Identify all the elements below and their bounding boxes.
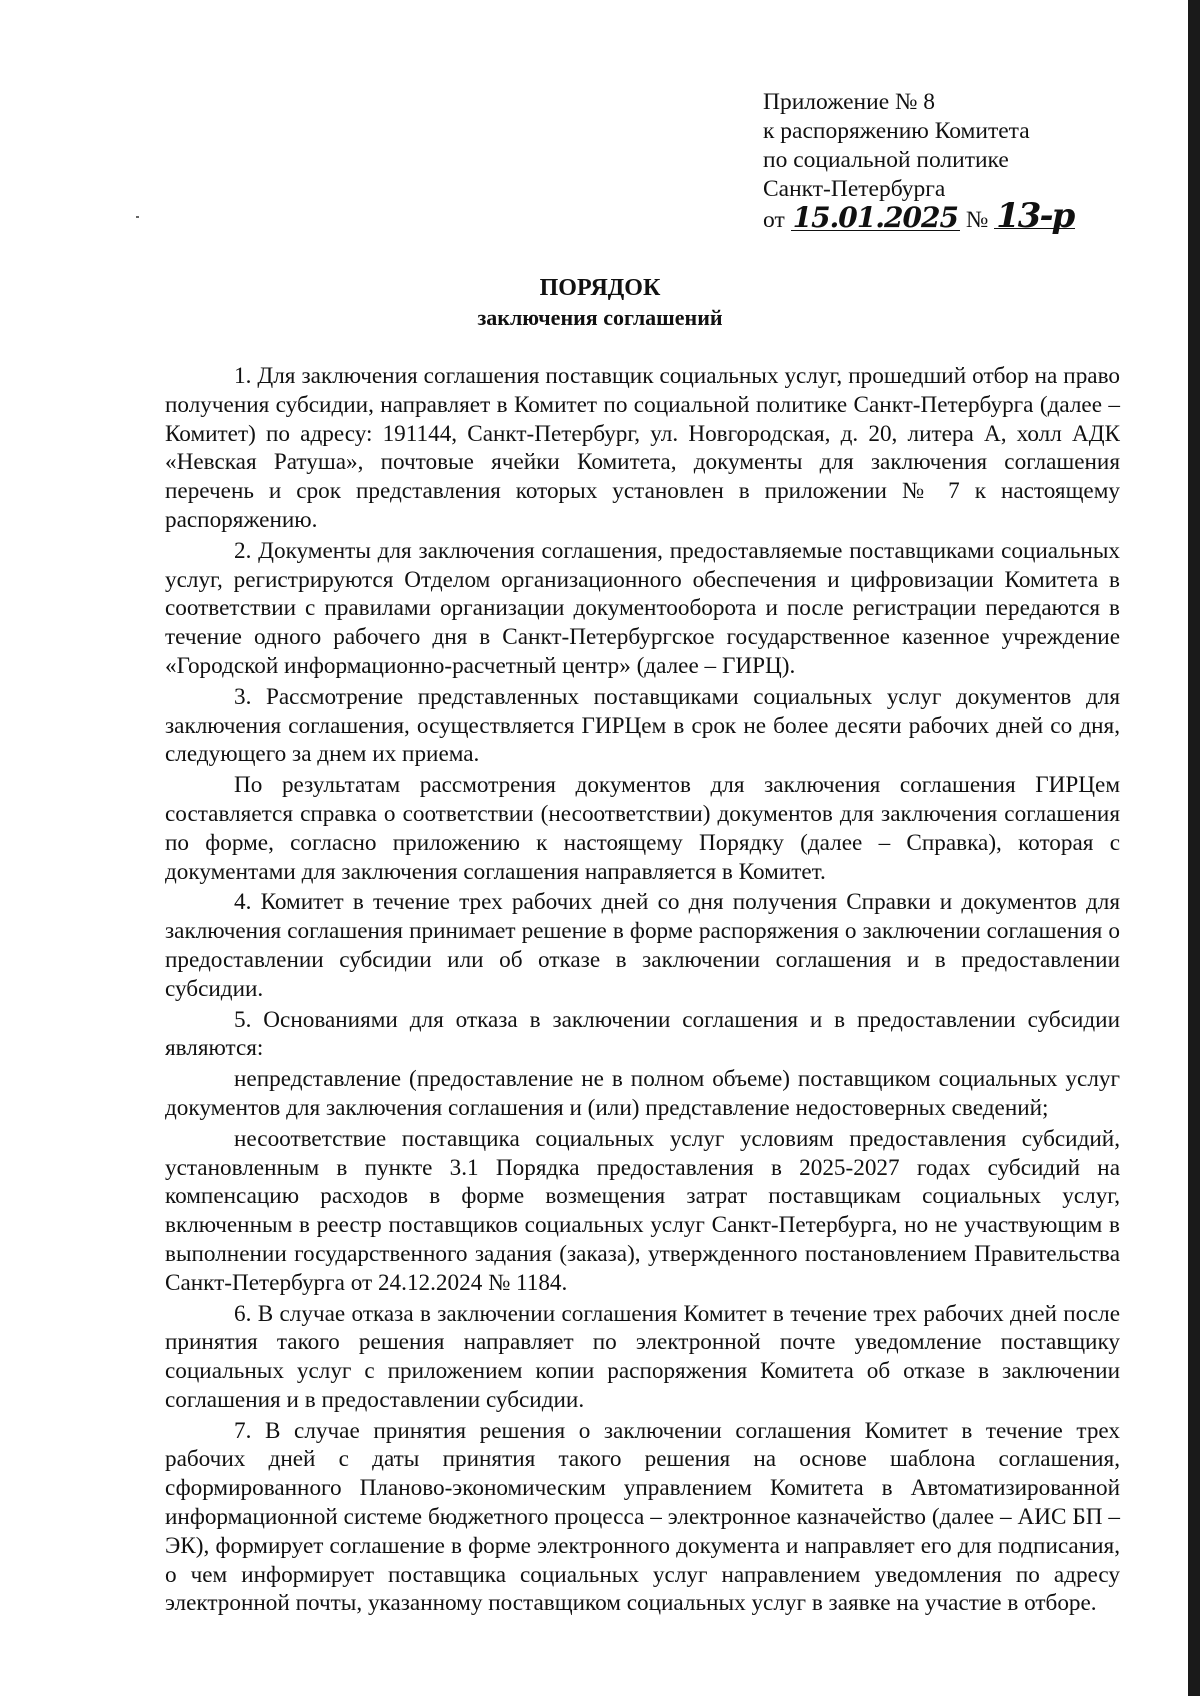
appendix-line-2: к распоряжению Комитета	[763, 118, 1030, 144]
handwritten-date: 15.01.2025	[792, 201, 958, 234]
paragraph-1: 1. Для заключения соглашения поставщик социальных услуг, прошедший отбор на право получения субсидии, направляет в Комитет по социальной политике Санкт-Петербурга (далее – Комитет) по адресу: 191144, Санкт-Петербург, ул. Новгородская, д. 20, литера А, холл АДК «Невская Ратуша», почтовые ячейки Комитета, документы для заключения соглашения перечень и срок представления которых установлен в приложении № 7 к настоящему распоряжению.	[165, 363, 1120, 533]
paragraph-7: 7. В случае принятия решения о заключении соглашения Комитет в течение трех рабочих дней с даты принятия такого решения на основе шаблона соглашения, сформированного Планово-экономическим управлением Комитета в Автоматизированной информационной системе бюджетного процесса – электронное казначейство (далее – АИС БП – ЭК), формирует соглашение в форме электронного документа и направляет его для подписания, о чем информирует поставщика социальных услуг направлением уведомления по адресу электронной почты, указанному поставщиком социальных услуг в заявке на участие в отборе.	[165, 1417, 1120, 1617]
scan-speck	[136, 216, 139, 218]
appendix-line-4: Санкт-Петербурга	[763, 176, 946, 202]
appendix-line-3: по социальной политике	[763, 147, 1009, 173]
document-title: ПОРЯДОК	[539, 275, 661, 301]
appendix-block	[763, 88, 1075, 235]
paragraph-5-ground-2: несоответствие поставщика социальных услуг условиям предоставления субсидий, установленным в пункте 3.1 Порядка предоставления в 2025-2027 годах субсидий на компенсацию расходов в форме возмещения затрат поставщикам социальных услуг, включенным в реестр поставщиков социальных услуг Санкт-Петербурга, но не участвующим в выполнении государственного задания (заказа), утвержденного постановлением Правительства Санкт-Петербурга от 24.12.2024 № 1184.	[165, 1125, 1120, 1296]
paragraph-3: 3. Рассмотрение представленных поставщиками социальных услуг документов для заключения соглашения, осуществляется ГИРЦем в срок не более десяти рабочих дней со дня, следующего за днем их приема.	[165, 683, 1120, 768]
paragraph-5: 5. Основаниями для отказа в заключении соглашения и в предоставлении субсидии являются:	[165, 1006, 1120, 1062]
number-sign: №	[965, 207, 989, 233]
document-body	[165, 362, 1120, 1620]
appendix-date-line	[763, 196, 1075, 236]
paragraph-3-results: По результатам рассмотрения документов для заключения соглашения ГИРЦем составляется справка о соответствии (несоответствии) документов для заключения соглашения по форме, согласно приложению к настоящему Порядку (далее – Справка), которая с документами для заключения соглашения направляется в Комитет.	[165, 772, 1120, 885]
scan-edge	[1188, 0, 1200, 1696]
appendix-line-1: Приложение № 8	[763, 89, 936, 115]
paragraph-5-ground-1: непредставление (предоставление не в полном объеме) поставщиком социальных услуг документов для заключения соглашения и (или) представление недостоверных сведений;	[165, 1066, 1120, 1121]
paragraph-6: 6. В случае отказа в заключении соглашения Комитет в течение трех рабочих дней после принятия такого решения направляет по электронной почте уведомление поставщику социальных услуг с приложением копии распоряжения Комитета об отказе в заключении соглашения и в предоставлении субсидии.	[165, 1300, 1120, 1413]
document-subtitle: заключения соглашений	[477, 305, 723, 330]
paragraph-4: 4. Комитет в течение трех рабочих дней со дня получения Справки и документов для заключения соглашения принимает решение в форме распоряжения о заключении соглашения о предоставлении субсидии или об отказе в заключении соглашения и в предоставлении субсидии.	[165, 889, 1120, 1002]
paragraph-2: 2. Документы для заключения соглашения, предоставляемые поставщиками социальных услуг, регистрируются Отделом организационного обеспечения и цифровизации Комитета в соответствии с правилами организации документооборота и после регистрации передаются в течение одного рабочего дня в Санкт-Петербургское государственное казенное учреждение «Городской информационно-расчетный центр» (далее – ГИРЦ).	[165, 537, 1120, 679]
date-prefix: от	[763, 207, 785, 233]
handwritten-number: 13-р	[996, 196, 1074, 236]
